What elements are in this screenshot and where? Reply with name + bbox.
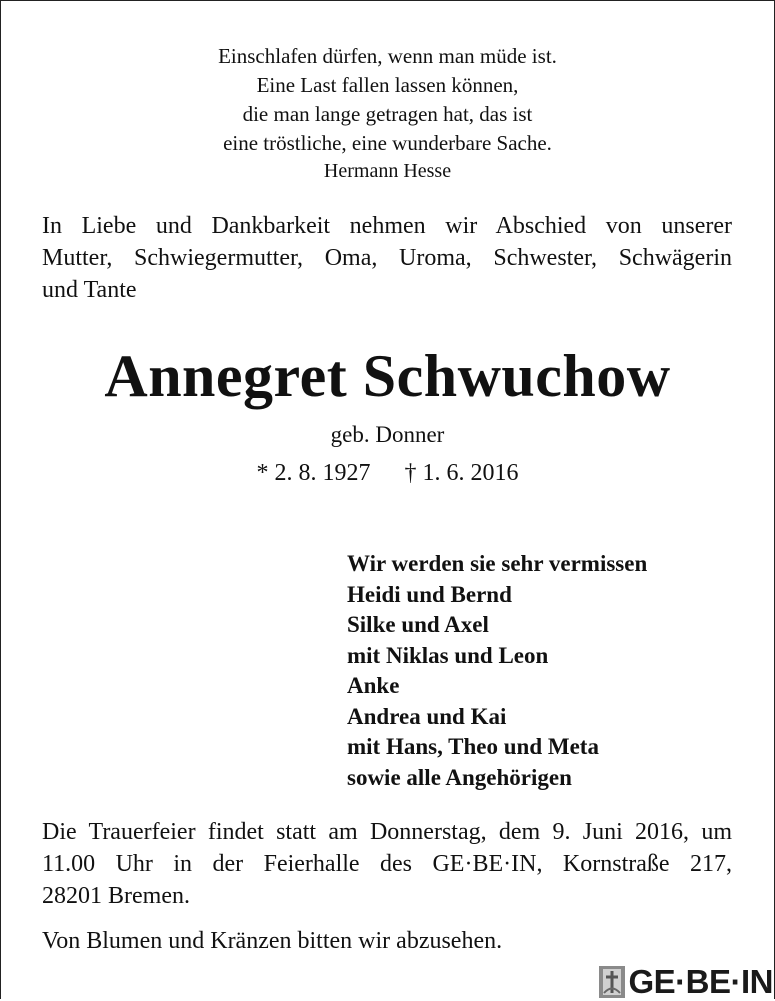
family-line: Silke und Axel [347, 612, 489, 637]
gebein-logo-icon [599, 966, 625, 998]
poem-line: die man lange getragen hat, das ist [242, 102, 533, 126]
logo-text: GE·BE·IN [628, 963, 773, 1000]
deceased-name: Annegret Schwuchow [104, 343, 671, 409]
service-line: Die Trauerfeier findet statt am Donnerstag, dem 9. Juni 2016, um [42, 819, 732, 845]
family-line: Wir werden sie sehr vermissen [347, 551, 648, 576]
maiden-name: geb. Donner [330, 422, 445, 447]
intro-line: Mutter, Schwiegermutter, Oma, Uroma, Schwester, Schwägerin [42, 245, 732, 271]
service-line: 28201 Bremen. [42, 883, 190, 909]
flowers-note: Von Blumen und Kränzen bitten wir abzusehen. [42, 928, 503, 954]
poem-author: Hermann Hesse [323, 160, 452, 182]
family-line: sowie alle Angehörigen [347, 764, 572, 790]
birth-date: * 2. 8. 1927 [256, 460, 371, 486]
family-line: Andrea und Kai [347, 703, 507, 729]
poem-line: Einschlafen dürfen, wenn man müde ist. [218, 44, 557, 68]
funeral-home-logo [599, 964, 774, 1000]
family-line: Anke [347, 673, 400, 698]
life-dates [0, 460, 775, 487]
poem-line: Eine Last fallen lassen können, [256, 73, 519, 97]
intro-line: und Tante [42, 277, 137, 303]
service-line: 11.00 Uhr in der Feierhalle des GE·BE·IN, Kornstraße 217, [42, 851, 732, 877]
family-line: mit Niklas und Leon [347, 642, 549, 668]
intro-text [42, 210, 732, 306]
family-line: Heidi und Bernd [347, 581, 512, 607]
family-signatures [347, 549, 647, 793]
family-line: mit Hans, Theo und Meta [347, 734, 599, 759]
death-date: † 1. 6. 2016 [404, 460, 519, 486]
poem-line: eine tröstliche, eine wunderbare Sache. [223, 131, 552, 155]
service-info [42, 816, 732, 912]
intro-line: In Liebe und Dankbarkeit nehmen wir Abschied von unserer [42, 213, 732, 239]
poem [0, 42, 775, 158]
